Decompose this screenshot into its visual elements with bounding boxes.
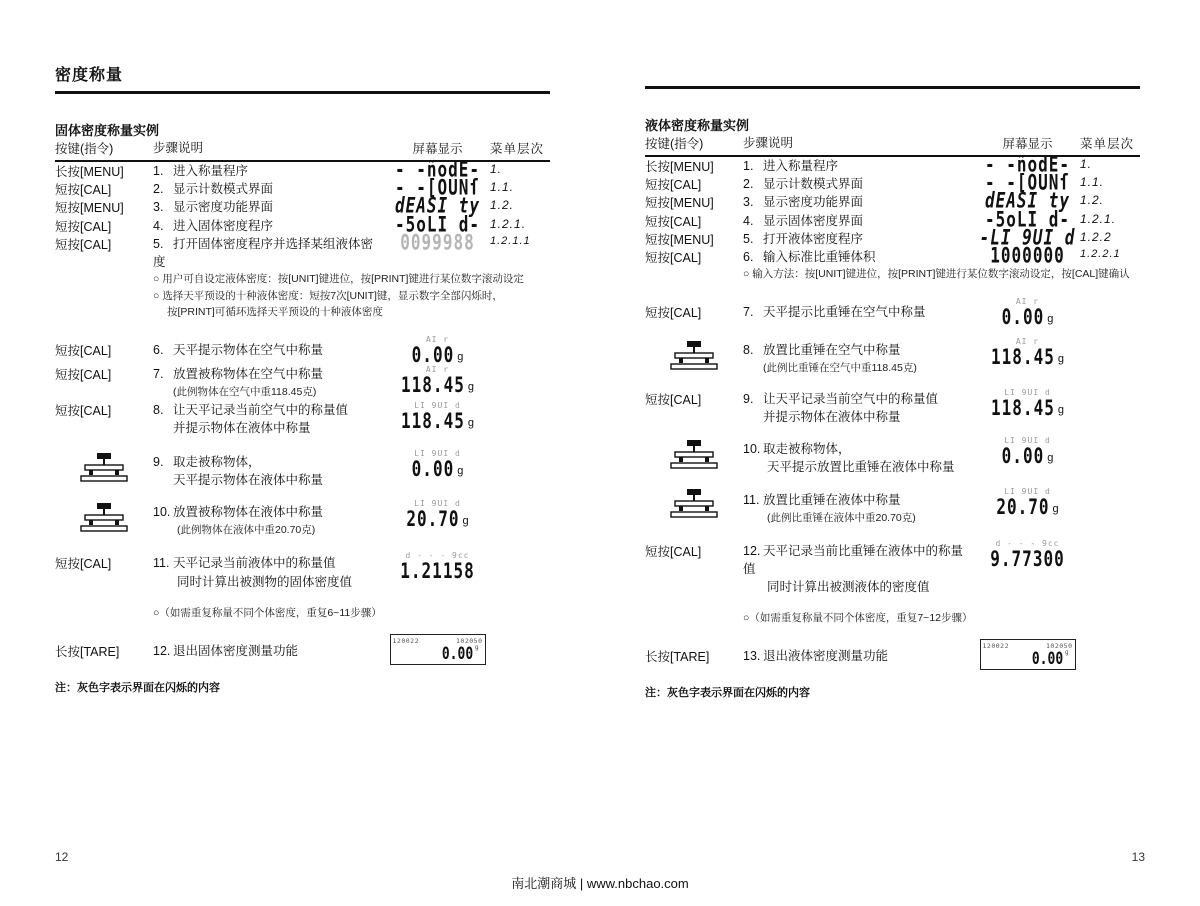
step-number: 6. — [153, 343, 164, 358]
step-text-2: 天平提示放置比重锤在液体中称量 — [767, 460, 955, 475]
step-level: 1.1. — [1080, 175, 1105, 190]
step-number: 4. — [743, 213, 754, 228]
table-row — [55, 437, 550, 489]
lcd-readout: 118.45 — [991, 343, 1055, 369]
lcd-unit: g — [1047, 312, 1054, 325]
step-display — [975, 477, 1080, 526]
step-text: 进入称量程序 — [173, 164, 249, 179]
step-number: 5. — [743, 231, 754, 246]
lcd-annunciator: LI 9UI d — [1004, 486, 1051, 496]
step-number: 8. — [743, 342, 754, 357]
lcd-readout: 1000000 — [990, 242, 1065, 268]
lcd-readout: - -ñodE- — [984, 151, 1071, 178]
step-level: 1.2.2 — [1080, 229, 1112, 244]
step-subtext: (此例物体在液体中重20.70克) — [177, 524, 316, 537]
step-level — [490, 321, 550, 365]
lcd-readout: - -[OUNſ — [394, 174, 481, 201]
step-display — [385, 437, 490, 489]
display-code-left: 120022 — [982, 642, 1009, 651]
lcd-readout: 0.00 — [411, 341, 455, 368]
repeat-note-row — [55, 591, 550, 622]
step-text: 放置比重锤在液体中称量 — [763, 492, 901, 507]
step-level: 1.1. — [490, 180, 515, 195]
step-text-2: 并提示物体在液体中称量 — [763, 410, 901, 425]
step-number: 3. — [153, 200, 164, 215]
display-code-right: 102050 — [1046, 642, 1073, 651]
step-display — [975, 376, 1080, 426]
step-text: 让天平记录当前空气中的称量值 — [763, 392, 939, 407]
step-number: 10. — [153, 505, 171, 520]
note-line: ○ 选择天平预设的十种液体密度：短按7次[UNIT]键，显示数字全部闪烁时， — [153, 289, 503, 302]
step-key: 长按[MENU] — [645, 160, 714, 175]
lcd-unit: g — [467, 416, 474, 429]
solid-notes — [153, 271, 550, 321]
step-number: 4. — [153, 218, 164, 233]
step-level: 1.2.1. — [490, 216, 527, 231]
step-key: 短按[CAL] — [55, 368, 112, 383]
step-text: 输入标准比重锤体积 — [763, 249, 876, 264]
lcd-readout: 1.21158 — [400, 557, 475, 584]
table-row — [645, 477, 1140, 526]
display-unit: g — [475, 644, 479, 651]
step-key: 短按[CAL] — [645, 250, 702, 265]
step-text-2: 天平提示物体在液体中称量 — [173, 472, 324, 487]
step-level — [490, 365, 550, 400]
display-panel — [980, 639, 1076, 670]
step-key: 短按[CAL] — [645, 178, 702, 193]
lcd-unit: g — [1057, 404, 1064, 417]
lcd-readout: 118.45 — [991, 394, 1055, 421]
step-text: 进入固体密度程序 — [173, 218, 274, 233]
header-desc: 步骤说明 — [153, 141, 204, 155]
lcd-readout: -LI 9UI d — [979, 224, 1076, 250]
display-unit: g — [1065, 650, 1069, 657]
note-line: 按[PRINT]可循环选择天平预设的十种液体密度 — [167, 306, 383, 319]
step-text-2: 同时计算出被测物的固体密度值 — [177, 574, 353, 589]
table-row — [645, 283, 1140, 327]
step-desc — [153, 437, 385, 489]
chapter-rule — [55, 91, 550, 94]
table-row — [55, 217, 550, 235]
lcd-readout: 9.77300 — [990, 545, 1065, 572]
display-topline — [393, 637, 483, 645]
step-level — [1080, 426, 1140, 476]
step-text: 显示计数模式界面 — [763, 177, 864, 192]
table-row — [55, 321, 550, 365]
step-key: 短按[CAL] — [55, 183, 112, 198]
section-title-solid: 固体密度称量实例 — [55, 123, 160, 138]
lcd-readout: 0.00 — [411, 455, 455, 482]
step-text: 放置比重锤在空气中称量 — [763, 342, 901, 357]
step-text: 让天平记录当前空气中的称量值 — [173, 402, 349, 417]
step-text: 天平记录当前液体中的称量值 — [173, 556, 336, 571]
step-number: 3. — [743, 195, 754, 210]
step-level — [490, 401, 550, 437]
step-desc — [153, 365, 385, 400]
lcd-readout: dEASI ty — [394, 192, 481, 219]
note-line: ○ 输入方法：按[UNIT]键进位，按[PRINT]键进行某位数字滚动设定，按[CAL]键确认 — [743, 267, 1130, 280]
table-row — [55, 538, 550, 590]
lcd-annunciator: d - - - 9cc — [995, 538, 1060, 548]
footnote-liquid: 注：灰色字表示界面在闪烁的内容 — [645, 687, 810, 700]
balance-icon — [665, 489, 723, 523]
table-row — [55, 365, 550, 400]
step-level: 1.2. — [490, 198, 515, 213]
lcd-annunciator: LI 9UI d — [414, 499, 461, 509]
step-key: 长按[TARE] — [55, 644, 120, 659]
lcd-unit: g — [1057, 352, 1064, 365]
step-key: 短按[CAL] — [55, 219, 112, 234]
step-text: 取走被称物体， — [763, 442, 851, 457]
step-display — [975, 426, 1080, 476]
step-desc — [743, 230, 975, 248]
header-level: 菜单层次 — [490, 142, 545, 156]
lcd-readout: dEASI ty — [984, 187, 1071, 214]
table-row — [55, 235, 550, 271]
balance-icon — [75, 503, 133, 537]
table-row — [645, 248, 1140, 266]
step-desc — [743, 627, 975, 670]
step-desc — [153, 217, 385, 235]
step-text: 取走被称物体， — [173, 454, 261, 469]
step-display — [975, 627, 1080, 670]
step-display — [385, 401, 490, 437]
step-number: 12. — [743, 543, 761, 558]
step-number: 12. — [153, 643, 171, 658]
liquid-steps-table — [645, 134, 1140, 670]
step-text: 放置被称物体在液体中称量 — [173, 505, 324, 520]
lcd-unit: g — [1052, 502, 1059, 515]
step-number: 11. — [743, 492, 760, 507]
step-text: 打开液体密度程序 — [763, 231, 864, 246]
lcd-unit: g — [462, 515, 469, 528]
step-desc — [153, 321, 385, 365]
step-number: 11. — [153, 556, 170, 571]
step-key: 短按[CAL] — [55, 237, 112, 252]
step-display — [975, 526, 1080, 596]
step-key: 短按[MENU] — [55, 201, 124, 216]
step-text: 放置被称物体在空气中称量 — [173, 367, 324, 382]
lcd-readout: 20.70 — [406, 505, 460, 532]
step-text: 进入称量程序 — [763, 159, 839, 174]
balance-icon — [75, 453, 133, 487]
lcd-annunciator: LI 9UI d — [414, 448, 461, 458]
step-desc — [743, 157, 975, 175]
table-header-row — [645, 134, 1140, 152]
step-desc — [153, 489, 385, 538]
step-number: 7. — [743, 304, 754, 319]
step-desc — [743, 248, 975, 266]
step-text: 退出固体密度测量功能 — [173, 643, 299, 658]
balance-icon-cell — [55, 489, 153, 538]
step-display — [975, 327, 1080, 376]
step-text: 退出液体密度测量功能 — [763, 649, 889, 664]
repeat-note-row — [645, 596, 1140, 627]
header-key: 按键(指令) — [645, 137, 704, 151]
step-display — [975, 283, 1080, 327]
step-number: 2. — [153, 182, 164, 197]
lcd-annunciator: AI r — [1015, 336, 1040, 346]
step-key: 短按[CAL] — [645, 305, 702, 320]
table-row — [55, 622, 550, 665]
step-display — [385, 622, 490, 665]
step-desc — [153, 235, 385, 271]
step-desc — [743, 193, 975, 211]
step-desc — [743, 283, 975, 327]
step-text: 显示计数模式界面 — [173, 182, 274, 197]
lcd-annunciator: LI 9UI d — [1004, 388, 1051, 398]
step-level: 1.2.2.1 — [1080, 247, 1121, 260]
step-level: 1. — [1080, 157, 1093, 172]
lcd-unit: g — [467, 381, 474, 394]
repeat-note: ○（如需重复称量不同个体密度，重复6~11步骤） — [153, 606, 382, 619]
step-level — [1080, 376, 1140, 426]
table-header-row — [55, 139, 550, 157]
lcd-annunciator: AI r — [425, 335, 450, 345]
brand-footer: 南北潮商城 | www.nbchao.com — [511, 876, 689, 891]
step-display — [385, 538, 490, 590]
step-subtext: (此例物体在空气中重118.45克) — [173, 386, 317, 399]
step-display — [975, 242, 1080, 268]
step-level — [1080, 477, 1140, 526]
step-text: 天平提示物体在空气中称量 — [173, 343, 324, 358]
step-number: 13. — [743, 649, 761, 664]
step-key: 长按[TARE] — [645, 650, 710, 665]
header-level: 菜单层次 — [1080, 137, 1135, 151]
display-panel — [390, 634, 486, 665]
lcd-readout: -5oLI d- — [394, 211, 481, 237]
lcd-unit: g — [457, 351, 464, 364]
liquid-notes — [743, 266, 1140, 283]
step-desc — [153, 180, 385, 198]
lcd-readout: - -ñodE- — [394, 156, 481, 183]
display-code-right: 102050 — [456, 636, 483, 645]
step-number: 9. — [743, 392, 754, 407]
table-row — [645, 627, 1140, 670]
step-number: 5. — [153, 236, 164, 251]
lcd-readout: 0.00 — [1001, 303, 1045, 329]
step-desc — [153, 198, 385, 216]
step-key: 短按[CAL] — [645, 214, 702, 229]
step-number: 10. — [743, 442, 761, 457]
step-level — [490, 489, 550, 538]
left-page-column — [55, 0, 555, 695]
lcd-annunciator: LI 9UI d — [1004, 436, 1051, 446]
footnote-solid: 注：灰色字表示界面在闪烁的内容 — [55, 681, 220, 694]
note-row — [55, 271, 550, 321]
step-key: 短按[CAL] — [55, 557, 112, 572]
lcd-unit: g — [1047, 452, 1054, 465]
step-level: 1. — [490, 162, 503, 177]
balance-icon-cell — [645, 426, 743, 476]
step-level — [1080, 526, 1140, 596]
chapter-rule-right — [645, 86, 1140, 89]
step-key: 短按[CAL] — [55, 403, 112, 418]
balance-icon-cell — [645, 327, 743, 376]
chapter-title: 密度称量 — [55, 67, 124, 84]
step-level — [1080, 327, 1140, 376]
display-code-left: 120022 — [392, 636, 419, 645]
step-key: 短按[CAL] — [645, 544, 702, 559]
step-text: 天平提示比重锤在空气中称量 — [763, 304, 926, 319]
step-desc — [153, 538, 385, 590]
step-number: 1. — [743, 159, 754, 174]
balance-icon-cell — [55, 437, 153, 489]
display-value: 0.00 — [441, 644, 474, 664]
step-text: 显示密度功能界面 — [763, 195, 864, 210]
lcd-readout: -5oLI d- — [984, 206, 1071, 232]
solid-steps-table — [55, 139, 550, 665]
step-key: 短按[MENU] — [645, 196, 714, 211]
lcd-readout: 20.70 — [996, 493, 1050, 519]
step-level — [490, 538, 550, 590]
table-row — [645, 376, 1140, 426]
table-row — [645, 327, 1140, 376]
page-number-left: 12 — [55, 850, 69, 864]
table-row — [55, 401, 550, 437]
table-row — [645, 426, 1140, 476]
balance-icon-cell — [645, 477, 743, 526]
step-desc — [743, 327, 975, 376]
step-text: 显示固体密度界面 — [763, 213, 864, 228]
note-line: ○ 用户可自设定液体密度：按[UNIT]键进位，按[PRINT]键进行某位数字滚动设定 — [153, 272, 524, 285]
balance-icon — [665, 440, 723, 474]
step-text-2: 并提示物体在液体中称量 — [173, 420, 311, 435]
lcd-unit: g — [457, 464, 464, 477]
header-desc: 步骤说明 — [743, 136, 794, 150]
table-row — [645, 526, 1140, 596]
step-display — [385, 365, 490, 400]
step-number: 6. — [743, 249, 754, 264]
step-text: 天平记录当前比重锤在液体中的称量值 — [743, 543, 964, 576]
step-desc — [153, 622, 385, 665]
table-row — [55, 489, 550, 538]
step-desc — [743, 175, 975, 193]
step-text: 打开固体密度程序并选择某组液体密度 — [153, 236, 374, 269]
step-text-2: 同时计算出被测液体的密度值 — [767, 580, 930, 595]
step-desc — [743, 212, 975, 230]
lcd-annunciator: d - - - 9cc — [405, 551, 470, 561]
header-display: 屏幕显示 — [1002, 137, 1053, 151]
step-key: 短按[CAL] — [55, 344, 112, 359]
step-level — [1080, 283, 1140, 327]
step-number: 1. — [153, 164, 164, 179]
lcd-readout: 0099988 — [400, 229, 475, 255]
step-level — [490, 437, 550, 489]
section-title-liquid: 液体密度称量实例 — [645, 118, 750, 133]
step-desc — [743, 376, 975, 426]
table-row — [645, 230, 1140, 248]
step-level: 1.2.1. — [1080, 211, 1117, 226]
lcd-readout: - -[OUNſ — [984, 169, 1071, 196]
step-desc — [153, 162, 385, 180]
step-key: 短按[MENU] — [645, 232, 714, 247]
step-desc — [743, 526, 975, 596]
step-key: 短按[CAL] — [645, 393, 702, 408]
lcd-readout: 118.45 — [401, 407, 465, 433]
step-key: 长按[MENU] — [55, 165, 124, 180]
lcd-annunciator: AI r — [1015, 296, 1040, 306]
step-level: 1.2.1.1 — [490, 234, 531, 247]
step-number: 9. — [153, 454, 164, 469]
step-desc — [743, 426, 975, 476]
balance-icon — [665, 341, 723, 375]
step-text: 显示密度功能界面 — [173, 200, 274, 215]
step-number: 8. — [153, 402, 164, 417]
lcd-readout: 0.00 — [1001, 442, 1045, 469]
step-subtext: (此例比重锤在液体中重20.70克) — [767, 511, 916, 524]
lcd-readout: 118.45 — [401, 371, 465, 398]
lcd-annunciator: LI 9UI d — [414, 400, 461, 410]
step-level: 1.2. — [1080, 193, 1105, 208]
right-page-column — [645, 0, 1145, 700]
step-desc — [153, 401, 385, 437]
step-number: 7. — [153, 367, 164, 382]
step-display — [385, 489, 490, 538]
step-subtext: (此例比重锤在空气中重118.45克) — [763, 361, 917, 374]
header-key: 按键(指令) — [55, 142, 114, 156]
step-desc — [743, 477, 975, 526]
step-display — [385, 321, 490, 368]
page-number-right: 13 — [1131, 850, 1145, 864]
repeat-note: ○（如需重复称量不同个体密度，重复7~12步骤） — [743, 612, 973, 625]
display-value: 0.00 — [1031, 649, 1064, 670]
step-number: 2. — [743, 177, 754, 192]
step-display — [385, 229, 490, 271]
header-display: 屏幕显示 — [412, 142, 463, 156]
note-row — [645, 266, 1140, 283]
lcd-annunciator: AI r — [425, 365, 450, 375]
